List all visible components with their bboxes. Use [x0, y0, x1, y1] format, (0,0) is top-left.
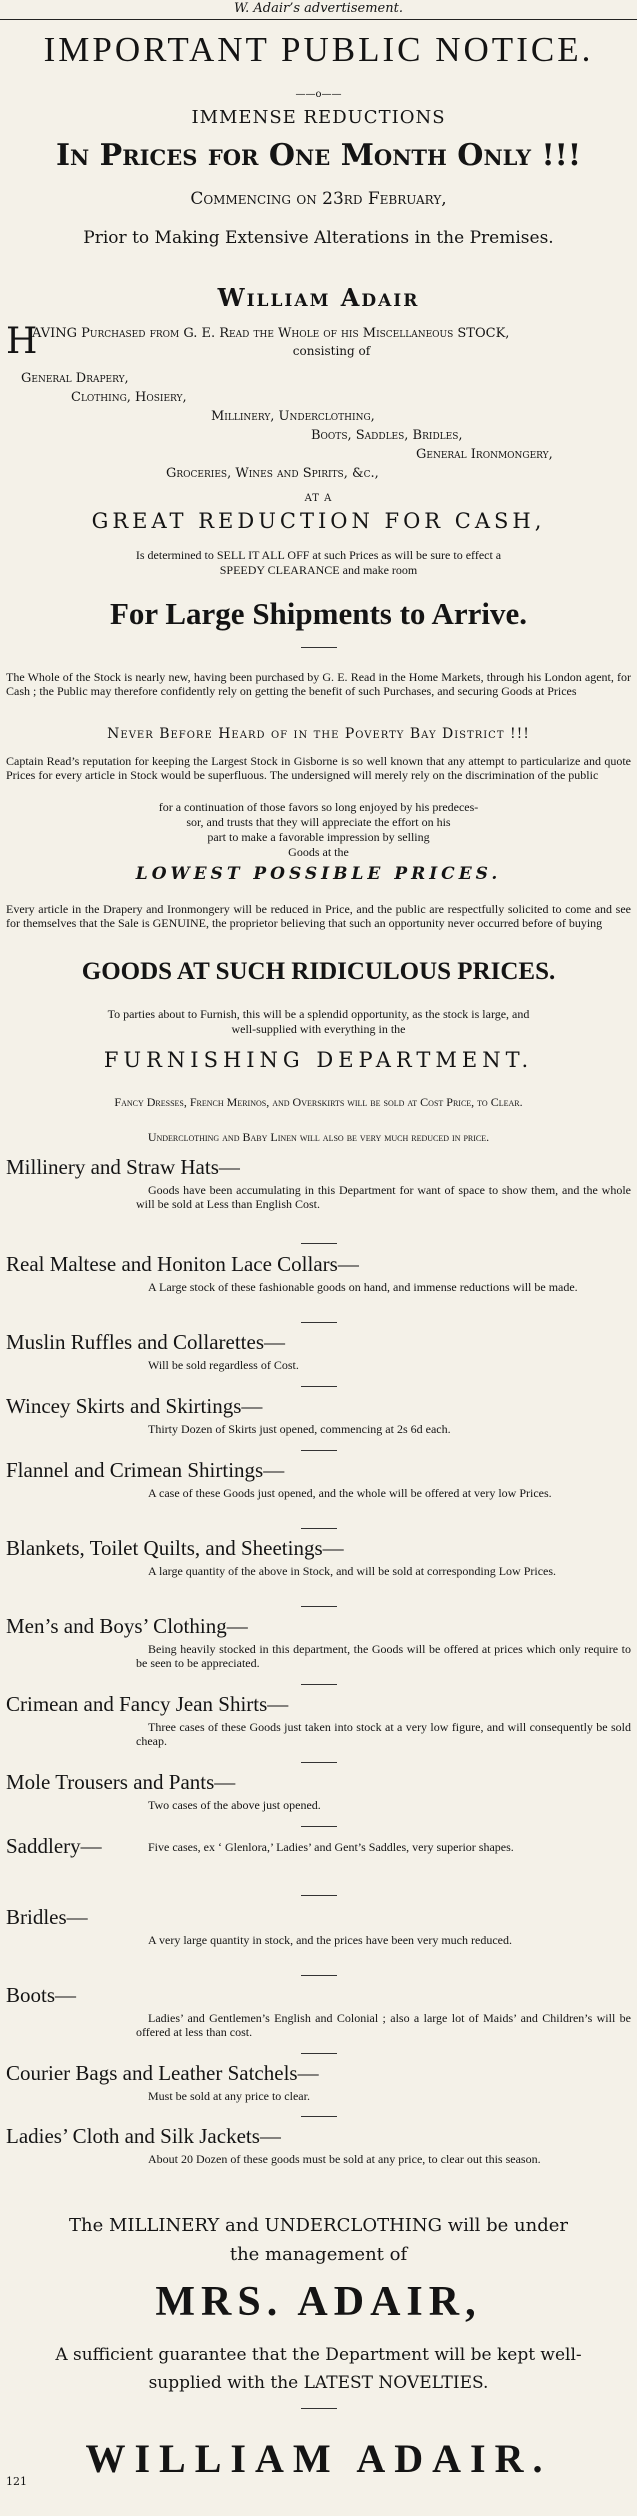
divider — [6, 1826, 631, 1827]
never-text: Never Before Heard of in the Poverty Bay District !!! — [107, 726, 530, 742]
section-desc: About 20 Dozen of these goods must be sold at any price, to clear out this season. — [148, 2152, 541, 2166]
section-desc: Five cases, ex ‘ Glenlora,’ Ladies’ and Gent’s Saddles, very superior shapes. — [148, 1840, 514, 1854]
merchant-name — [6, 284, 631, 312]
commencing-line — [6, 189, 631, 209]
signature-text: WILLIAM ADAIR. — [85, 2436, 552, 2481]
section-title: Muslin Ruffles and Collarettes— — [6, 1330, 285, 1354]
ornament-dash-right: —— — [321, 89, 342, 100]
mrs-adair-text: MRS. ADAIR, — [155, 2279, 482, 2325]
signature — [6, 2436, 631, 2482]
section-desc: Two cases of the above just opened. — [148, 1798, 321, 1812]
stock-list — [6, 369, 631, 489]
section-desc: A case of these Goods just opened, and the whole will be offered at very low Prices. — [148, 1486, 552, 1500]
section-item — [6, 1905, 631, 1947]
prior-text: Prior to Making Extensive Alterations in the Premises. — [83, 228, 554, 248]
under-note-text: Underclothing and Baby Linen will also be very much reduced in price. — [147, 1130, 490, 1144]
mrs-adair — [6, 2278, 631, 2326]
section-item — [6, 1458, 631, 1500]
read-paragraph — [6, 754, 631, 798]
at-a-text: AT A — [304, 493, 333, 504]
ornament — [6, 89, 631, 101]
divider — [6, 1606, 631, 1607]
section-item — [6, 1983, 631, 2039]
section-item — [6, 2061, 631, 2103]
ridiculous-title — [6, 957, 631, 987]
shipments-title-text: For Large Shipments to Arrive. — [109, 596, 528, 631]
section-title: Wincey Skirts and Skirtings— — [6, 1394, 263, 1418]
running-head-text: W. Adair’s advertisement. — [234, 1, 403, 16]
divider — [6, 1322, 631, 1323]
section-title: Millinery and Straw Hats— — [6, 1155, 240, 1179]
never-line — [6, 726, 631, 743]
furnish-line-2 — [6, 1022, 631, 1036]
section-item — [6, 1834, 631, 1858]
section-title: Ladies’ Cloth and Silk Jackets— — [6, 2124, 281, 2148]
stock-paragraph-text: The Whole of the Stock is nearly new, having been purchased by G. E. Read in the Home Markets, through his London agent, for Cash ; the Public may therefore confidently rely on getting the benefit of such Purchases, and securing Goods at Prices — [6, 670, 631, 698]
section-title: Blankets, Toilet Quilts, and Sheetings— — [6, 1536, 344, 1560]
read-line-4: Goods at the — [288, 845, 349, 859]
read-line-3: part to make a favorable impression by selling — [207, 830, 430, 844]
closing-line-1-text: The MILLINERY and UNDERCLOTHING will be under — [68, 2215, 569, 2236]
closing-line-2-text: the management of — [229, 2244, 408, 2265]
furnishing-dept — [6, 1047, 631, 1073]
section-title: Flannel and Crimean Shirtings— — [6, 1458, 285, 1482]
section-title: Saddlery— — [6, 1834, 102, 1858]
section-title: Mole Trousers and Pants— — [6, 1770, 236, 1794]
section-title: Real Maltese and Honiton Lace Collars— — [6, 1252, 359, 1276]
guarantee-line-2 — [6, 2373, 631, 2394]
ornament-dash-left: —— — [295, 89, 316, 100]
section-item — [6, 1692, 631, 1748]
section-desc: Ladies’ and Gentlemen’s English and Colonial ; also a large lot of Maids’ and Children’s will be offered at less than cost. — [136, 2011, 631, 2039]
divider — [6, 2408, 631, 2409]
ridiculous-title-text: GOODS AT SUCH RIDICULOUS PRICES. — [81, 958, 556, 985]
stock-paragraph — [6, 670, 631, 714]
lowest-prices — [6, 864, 631, 884]
read-paragraph-text: Captain Read’s reputation for keeping the Largest Stock in Gisborne is so well known that any attempt to particularize and quote Prices for every article in Stock would be superfluous. The undersigned will merely rely on the discrimination of the public — [6, 754, 631, 782]
section-desc: Must be sold at any price to clear. — [148, 2089, 310, 2103]
prices-line-text: In Prices for One Month Only !!! — [55, 138, 582, 173]
section-item — [6, 1252, 631, 1294]
speedy-line — [6, 563, 631, 577]
stock-line: General Ironmongery, — [416, 447, 553, 462]
fancy-note — [6, 1095, 631, 1109]
stock-line: Clothing, Hosiery, — [71, 390, 187, 405]
stock-line: General Drapery, — [21, 371, 129, 386]
prior-line — [6, 228, 631, 248]
section-item — [6, 1394, 631, 1436]
divider — [6, 1450, 631, 1451]
read-line-1: for a continuation of those favors so long enjoyed by his predeces- — [158, 800, 479, 814]
shipments-title — [6, 596, 631, 632]
section-item — [6, 1155, 631, 1211]
furnish-text-2: well-supplied with everything in the — [231, 1022, 406, 1036]
furnish-text: To parties about to Furnish, this will be a splendid opportunity, as the stock is large, and — [107, 1007, 530, 1021]
intro-text: AVING Purchased from G. E. Read the Whole of his Miscellaneous STOCK, — [32, 326, 510, 341]
divider — [6, 1386, 631, 1387]
commencing-text: Commencing on 23rd February, — [190, 189, 447, 209]
divider — [6, 1762, 631, 1763]
under-note — [6, 1130, 631, 1144]
section-title: Men’s and Boys’ Clothing— — [6, 1614, 248, 1638]
divider — [6, 1243, 631, 1244]
section-item — [6, 1770, 631, 1812]
section-desc: Being heavily stocked in this department, the Goods will be offered at prices which only require to be seen to be appreciated. — [136, 1642, 631, 1670]
intro-paragraph — [6, 321, 631, 366]
section-title: Crimean and Fancy Jean Shirts— — [6, 1692, 289, 1716]
section-item — [6, 1330, 631, 1372]
cash-reduction-text: GREAT REDUCTION FOR CASH, — [91, 509, 546, 533]
furnishing-dept-text: FURNISHING DEPARTMENT. — [103, 1048, 534, 1072]
every-paragraph-text: Every article in the Drapery and Ironmongery will be reduced in Price, and the public are respectfully solicited to come and see for themselves that the Sale is GENUINE, the proprietor believing that such an opportunity never occurred before of buying — [6, 902, 631, 930]
guarantee-line-2-text: supplied with the LATEST NOVELTIES. — [148, 2373, 489, 2393]
main-title — [6, 30, 631, 70]
running-head — [6, 0, 631, 18]
section-desc: Thirty Dozen of Skirts just opened, commencing at 2s 6d each. — [148, 1422, 451, 1436]
stock-line: Groceries, Wines and Spirits, &c., — [166, 466, 379, 481]
speedy-text: SPEEDY CLEARANCE and make room — [219, 563, 418, 577]
guarantee-line-1 — [6, 2345, 631, 2366]
page-number-text: 121 — [6, 2475, 27, 2488]
reductions-line — [6, 107, 631, 129]
fancy-note-text: Fancy Dresses, French Merinos, and Overskirts will be sold at Cost Price, to Clear. — [114, 1095, 523, 1109]
section-title: Bridles— — [6, 1905, 88, 1929]
divider — [6, 647, 631, 648]
consisting-text: consisting of — [292, 344, 371, 358]
section-desc: Goods have been accumulating in this Department for want of space to show them, and the whole will be sold at Less than English Cost. — [136, 1183, 631, 1211]
determined-text: Is determined to SELL IT ALL OFF at such Prices as will be sure to effect a — [135, 548, 502, 562]
section-title: Boots— — [6, 1983, 77, 2007]
lowest-prices-text: LOWEST POSSIBLE PRICES. — [135, 864, 502, 884]
stock-line: Boots, Saddles, Bridles, — [311, 428, 463, 443]
header-rule — [0, 19, 637, 20]
every-paragraph — [6, 902, 631, 946]
section-item — [6, 2124, 631, 2166]
main-title-text: IMPORTANT PUBLIC NOTICE. — [43, 30, 594, 69]
reductions-text: IMMENSE REDUCTIONS — [191, 107, 446, 128]
section-item — [6, 1536, 631, 1578]
closing-line-2 — [6, 2244, 631, 2266]
divider — [6, 2116, 631, 2117]
at-a-line — [6, 493, 631, 505]
read-line-2: sor, and trusts that they will appreciate the effort on his — [186, 815, 451, 829]
divider — [6, 1895, 631, 1896]
section-desc: A large quantity of the above in Stock, and will be sold at corresponding Low Prices. — [148, 1564, 557, 1578]
section-title: Courier Bags and Leather Satchels— — [6, 2061, 319, 2085]
divider — [6, 1684, 631, 1685]
ornament-letter: o — [315, 89, 322, 100]
section-desc: Three cases of these Goods just taken into stock at a very low figure, and will consequently be sold cheap. — [136, 1720, 631, 1748]
divider — [6, 2053, 631, 2054]
divider — [6, 1975, 631, 1976]
prices-line — [6, 139, 631, 173]
determined-line — [6, 548, 631, 562]
drop-cap: H — [6, 321, 38, 362]
merchant-name-text: William Adair — [217, 283, 420, 312]
divider — [6, 1528, 631, 1529]
stock-line: Millinery, Underclothing, — [211, 409, 375, 424]
section-desc: Will be sold regardless of Cost. — [148, 1358, 299, 1372]
closing-line-1 — [6, 2215, 631, 2237]
section-desc: A very large quantity in stock, and the prices have been very much reduced. — [148, 1933, 512, 1947]
cash-reduction — [6, 508, 631, 534]
section-desc: A Large stock of these fashionable goods on hand, and immense reductions will be made. — [148, 1280, 578, 1294]
guarantee-line-1-text: A sufficient guarantee that the Department will be kept well- — [55, 2345, 582, 2365]
furnish-line — [6, 1007, 631, 1021]
section-item — [6, 1614, 631, 1670]
